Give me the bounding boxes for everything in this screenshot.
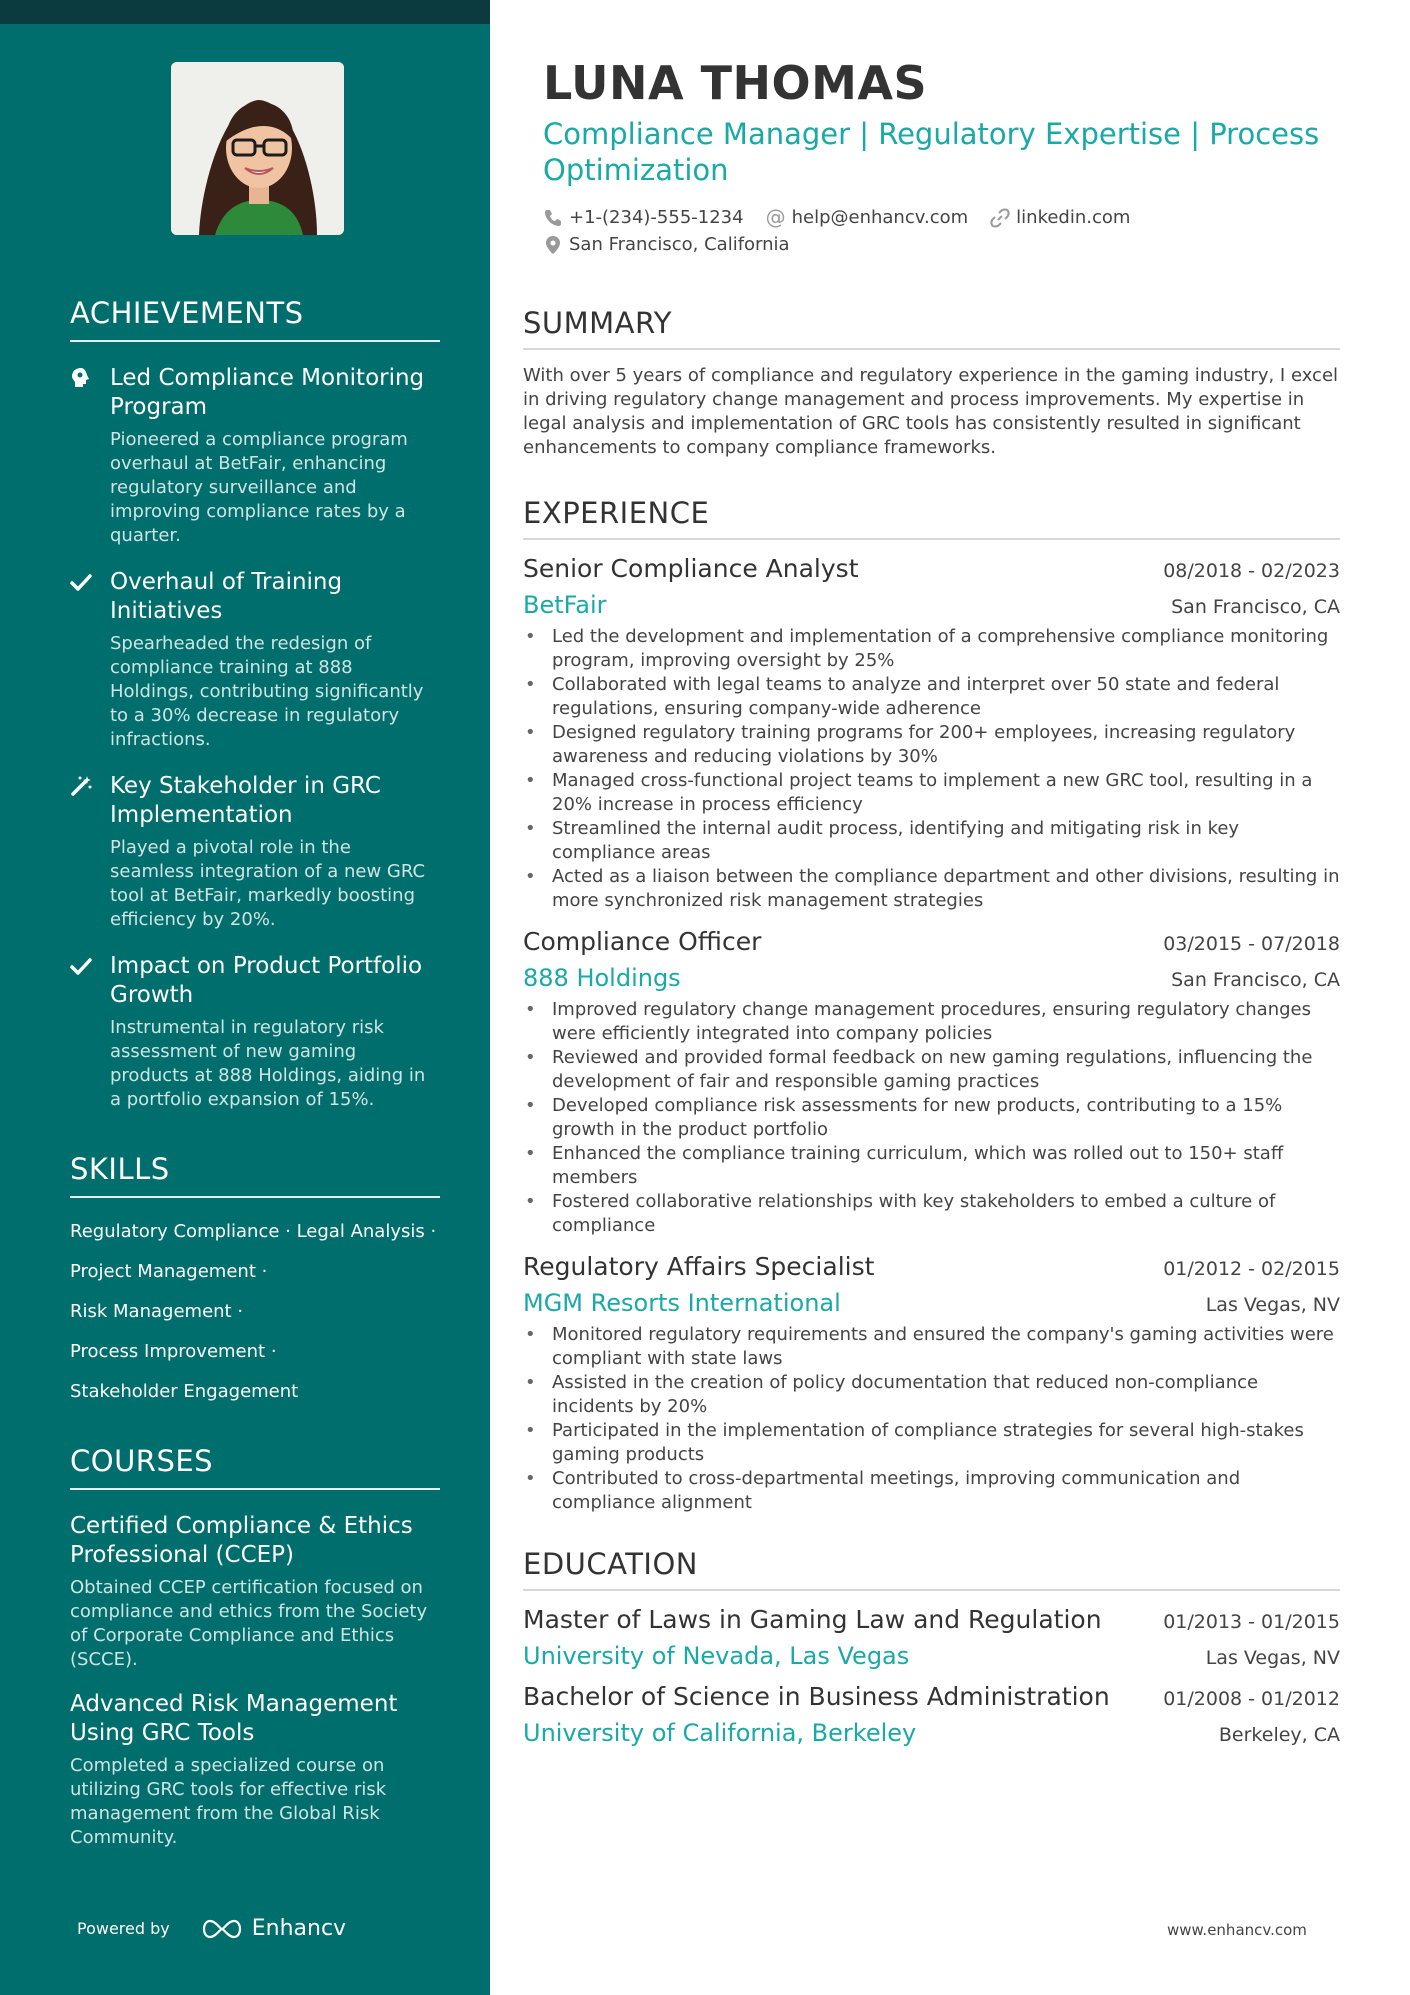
job-bullet: • Contributed to cross-departmental meetings, improving communication and compliance alignment bbox=[523, 1467, 1340, 1515]
candidate-name: LUNA THOMAS bbox=[543, 56, 928, 110]
education-degree-row bbox=[523, 1682, 1340, 1711]
contact-linkedin[interactable] bbox=[990, 204, 1130, 231]
achievement-item bbox=[70, 772, 440, 932]
job-dates: 03/2015 - 07/2018 bbox=[1163, 933, 1340, 955]
skill-line: Risk Management · bbox=[70, 1301, 244, 1322]
courses-heading: COURSES bbox=[70, 1444, 440, 1490]
job-title: Regulatory Affairs Specialist bbox=[523, 1252, 875, 1281]
achievement-title: Impact on Product Portfolio Growth bbox=[110, 953, 423, 1008]
education-degree: Bachelor of Science in Business Administration bbox=[523, 1682, 1110, 1711]
achievement-title: Led Compliance Monitoring Program bbox=[110, 365, 425, 420]
course-title: Advanced Risk Management Using GRC Tools bbox=[70, 1691, 398, 1746]
education-entry bbox=[523, 1682, 1340, 1747]
job-bullet: • Enhanced the compliance training curriculum, which was rolled out to 150+ staff members bbox=[523, 1142, 1340, 1190]
magic-wand-icon bbox=[70, 775, 92, 797]
achievement-item bbox=[70, 568, 440, 752]
education-heading: EDUCATION bbox=[523, 1547, 1340, 1591]
job-bullets bbox=[523, 625, 1340, 913]
link-icon bbox=[990, 208, 1010, 228]
education-school: University of California, Berkeley bbox=[523, 1719, 917, 1747]
job-company-row bbox=[523, 964, 1340, 992]
job-title-row bbox=[523, 1252, 1340, 1281]
profile-photo bbox=[171, 62, 344, 235]
contact-location bbox=[543, 231, 790, 258]
course-item bbox=[70, 1512, 440, 1672]
job-title: Senior Compliance Analyst bbox=[523, 554, 859, 583]
achievement-title: Overhaul of Training Initiatives bbox=[110, 569, 343, 624]
achievement-description: Played a pivotal role in the seamless integration of a new GRC tool at BetFair, markedly boosting efficiency by 20%. bbox=[110, 837, 426, 930]
course-description: Completed a specialized course on utilizing GRC tools for effective risk management from the Global Risk Community. bbox=[70, 1755, 387, 1848]
job-bullet: • Improved regulatory change management procedures, ensuring regulatory changes were efficiently integrated into company policies bbox=[523, 998, 1340, 1046]
job-location: San Francisco, CA bbox=[1171, 596, 1340, 618]
check-icon bbox=[70, 955, 92, 977]
course-item bbox=[70, 1690, 440, 1850]
job-bullet: • Collaborated with legal teams to analyze and interpret over 50 state and federal regulations, ensuring company-wide adherence bbox=[523, 673, 1340, 721]
job-title: Compliance Officer bbox=[523, 927, 762, 956]
job-entry bbox=[523, 927, 1340, 1238]
achievement-description: Instrumental in regulatory risk assessment of new gaming products at 888 Holdings, aiding in a portfolio expansion of 15%. bbox=[110, 1017, 426, 1110]
job-bullet: • Streamlined the internal audit process, identifying and mitigating risk in key compliance areas bbox=[523, 817, 1340, 865]
education-degree: Master of Laws in Gaming Law and Regulation bbox=[523, 1605, 1102, 1634]
summary-heading: SUMMARY bbox=[523, 306, 1340, 350]
job-location: Las Vegas, NV bbox=[1205, 1294, 1340, 1316]
sidebar bbox=[0, 0, 490, 1995]
job-bullet: • Led the development and implementation of a comprehensive compliance monitoring program, improving oversight by 25% bbox=[523, 625, 1340, 673]
job-entry bbox=[523, 554, 1340, 913]
candidate-headline: Compliance Manager | Regulatory Expertise | Process Optimization bbox=[543, 117, 1320, 187]
job-dates: 01/2012 - 02/2015 bbox=[1163, 1258, 1340, 1280]
job-entry bbox=[523, 1252, 1340, 1515]
job-bullet: • Reviewed and provided formal feedback on new gaming regulations, influencing the development of fair and responsible gaming practices bbox=[523, 1046, 1340, 1094]
contact-email[interactable] bbox=[766, 204, 969, 231]
skills-list bbox=[70, 1220, 440, 1404]
job-bullet: • Designed regulatory training programs for 200+ employees, increasing regulatory awareness and reducing violations by 30% bbox=[523, 721, 1340, 769]
at-icon: @ bbox=[765, 205, 786, 229]
infinity-logo-icon bbox=[198, 1917, 244, 1941]
education-school-row bbox=[523, 1719, 1340, 1747]
job-title-row bbox=[523, 927, 1340, 956]
skills-heading: SKILLS bbox=[70, 1152, 440, 1198]
phone-text: +1-(234)-555-1234 bbox=[569, 207, 744, 228]
skill-line: Regulatory Compliance · Legal Analysis · bbox=[70, 1221, 437, 1242]
summary-text: With over 5 years of compliance and regulatory experience in the gaming industry, I excel in driving regulatory change management and process improvements. My expertise in legal analysis and implementation of GRC tools has consistently resulted in significant enhancements to company compliance frameworks. bbox=[523, 365, 1339, 458]
education-dates: 01/2008 - 01/2012 bbox=[1163, 1688, 1340, 1710]
powered-by bbox=[77, 1916, 346, 1941]
job-location: San Francisco, CA bbox=[1171, 969, 1340, 991]
sidebar-content bbox=[70, 296, 440, 1868]
job-bullet: • Assisted in the creation of policy documentation that reduced non-compliance incidents by 20% bbox=[523, 1371, 1340, 1419]
course-title: Certified Compliance & Ethics Professional (CCEP) bbox=[70, 1513, 413, 1568]
job-company: BetFair bbox=[523, 591, 607, 619]
skill-line: Process Improvement · bbox=[70, 1341, 277, 1362]
education-school-row bbox=[523, 1642, 1340, 1670]
education-dates: 01/2013 - 01/2015 bbox=[1163, 1611, 1340, 1633]
job-company-row bbox=[523, 1289, 1340, 1317]
job-bullet: • Fostered collaborative relationships with key stakeholders to embed a culture of compliance bbox=[523, 1190, 1340, 1238]
job-bullet: • Monitored regulatory requirements and ensured the company's gaming activities were compliant with state laws bbox=[523, 1323, 1340, 1371]
job-bullets bbox=[523, 1323, 1340, 1515]
sidebar-top-bar bbox=[0, 0, 490, 24]
course-description: Obtained CCEP certification focused on compliance and ethics from the Society of Corporate Compliance and Ethics (SCCE). bbox=[70, 1577, 428, 1670]
powered-by-label: Powered by bbox=[77, 1919, 170, 1938]
job-bullet: • Developed compliance risk assessments for new products, contributing to a 15% growth in the product portfolio bbox=[523, 1094, 1340, 1142]
experience-heading: EXPERIENCE bbox=[523, 496, 1340, 540]
enhancv-logo[interactable] bbox=[198, 1916, 346, 1941]
profile-photo-illustration bbox=[171, 62, 344, 235]
contact-info bbox=[543, 204, 1340, 258]
education-school: University of Nevada, Las Vegas bbox=[523, 1642, 910, 1670]
achievement-title: Key Stakeholder in GRC Implementation bbox=[110, 773, 381, 828]
achievement-description: Pioneered a compliance program overhaul at BetFair, enhancing regulatory surveillance and improving compliance rates by a quarter. bbox=[110, 429, 408, 546]
education-entry bbox=[523, 1605, 1340, 1670]
lightbulb-head-icon bbox=[70, 367, 92, 389]
main-content bbox=[523, 56, 1340, 1759]
job-bullet: • Participated in the implementation of compliance strategies for several high-stakes gaming products bbox=[523, 1419, 1340, 1467]
check-icon bbox=[70, 571, 92, 593]
job-title-row bbox=[523, 554, 1340, 583]
contact-row bbox=[543, 204, 1340, 231]
achievement-item bbox=[70, 364, 440, 548]
brand-name: Enhancv bbox=[251, 1916, 347, 1941]
footer-url[interactable]: www.enhancv.com bbox=[1167, 1921, 1307, 1939]
location-text: San Francisco, California bbox=[569, 234, 790, 255]
contact-phone[interactable] bbox=[543, 204, 744, 231]
achievement-item bbox=[70, 952, 440, 1112]
education-location: Las Vegas, NV bbox=[1205, 1647, 1340, 1669]
job-company-row bbox=[523, 591, 1340, 619]
phone-icon bbox=[543, 208, 563, 228]
job-bullet: • Managed cross-functional project teams to implement a new GRC tool, resulting in a 20% increase in process efficiency bbox=[523, 769, 1340, 817]
achievements-heading: ACHIEVEMENTS bbox=[70, 296, 440, 342]
location-pin-icon bbox=[543, 235, 563, 255]
job-company: 888 Holdings bbox=[523, 964, 681, 992]
job-bullet: • Acted as a liaison between the compliance department and other divisions, resulting in more synchronized risk management strategies bbox=[523, 865, 1340, 913]
achievement-description: Spearheaded the redesign of compliance training at 888 Holdings, contributing significantly to a 30% decrease in regulatory infractions. bbox=[110, 633, 424, 750]
education-location: Berkeley, CA bbox=[1218, 1724, 1340, 1746]
job-bullets bbox=[523, 998, 1340, 1238]
contact-row bbox=[543, 231, 1340, 258]
education-degree-row bbox=[523, 1605, 1340, 1634]
linkedin-text: linkedin.com bbox=[1016, 207, 1131, 228]
job-dates: 08/2018 - 02/2023 bbox=[1163, 560, 1340, 582]
email-text: help@enhancv.com bbox=[791, 207, 969, 228]
skill-line: Stakeholder Engagement bbox=[70, 1381, 299, 1402]
job-company: MGM Resorts International bbox=[523, 1289, 841, 1317]
skill-line: Project Management · bbox=[70, 1261, 268, 1282]
